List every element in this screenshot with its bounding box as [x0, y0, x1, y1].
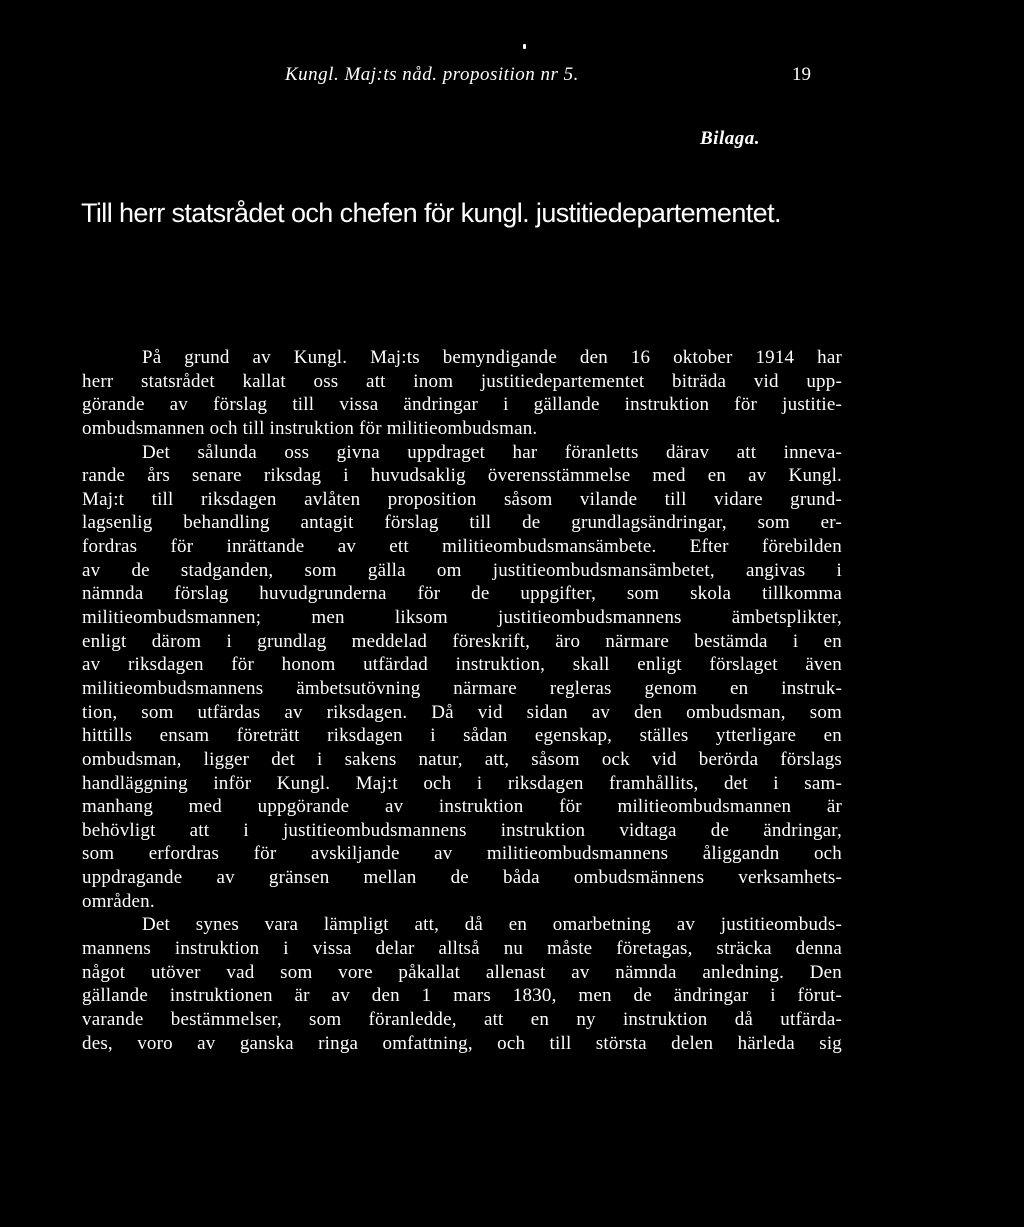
text-line: av de stadganden, som gälla om justitieombudsmansämbetet, angivas i	[82, 559, 842, 581]
text-line: behövligt att i justitieombudsmannens instruktion vidtaga de ändringar,	[82, 819, 842, 841]
text-line: nämnda förslag huvudgrunderna för de uppgifter, som skola tillkomma	[82, 583, 842, 605]
text-line: herr statsrådet kallat oss att inom justitiedepartementet biträda vid upp-	[82, 370, 842, 392]
text-line: militieombudsmannen; men liksom justitieombudsmannens ämbetsplikter,	[82, 607, 842, 629]
text-line: mannens instruktion i vissa delar alltså nu måste företagas, sträcka denna	[82, 938, 842, 960]
text-line: områden.	[82, 890, 155, 912]
text-line: militieombudsmannens ämbetsutövning närmare regleras genom en instruk-	[82, 677, 842, 699]
text-line: hittills ensam företrätt riksdagen i sådan egenskap, ställes ytterligare en	[82, 725, 842, 747]
text-line: Maj:t till riksdagen avlåten proposition såsom vilande till vidare grund-	[82, 488, 842, 510]
text-line: görande av förslag till vissa ändringar i gällande instruktion för justitie-	[82, 394, 842, 416]
text-line: fordras för inrättande av ett militieombudsmansämbete. Efter förebilden	[82, 536, 842, 558]
letter-heading: Till herr statsrådet och chefen för kungl. justitiedepartementet.	[81, 198, 781, 228]
text-line: Det sålunda oss givna uppdraget har föranletts därav att inneva-	[142, 441, 842, 463]
text-line: av riksdagen för honom utfärdad instruktion, skall enligt förslaget även	[82, 654, 842, 676]
text-line: uppdragande av gränsen mellan de båda ombudsmännens verksamhets-	[82, 867, 842, 889]
page-number: 19	[792, 64, 811, 85]
text-line: ombudsman, ligger det i sakens natur, att, såsom ock vid berörda förslags	[82, 748, 842, 770]
text-line: handläggning inför Kungl. Maj:t och i riksdagen framhållits, det i sam-	[82, 772, 842, 794]
text-line: Det synes vara lämpligt att, då en omarbetning av justitieombuds-	[142, 914, 842, 936]
text-line: enligt därom i grundlag meddelad föreskrift, äro närmare bestämda i en	[82, 630, 842, 652]
text-line: manhang med uppgörande av instruktion för militieombudsmannen är	[82, 796, 842, 818]
running-title: Kungl. Maj:ts nåd. proposition nr 5.	[285, 64, 579, 85]
body-text	[82, 346, 842, 1055]
text-line: På grund av Kungl. Maj:ts bemyndigande den 16 oktober 1914 har	[142, 347, 842, 368]
page-header	[0, 64, 1024, 92]
appendix-label: Bilaga.	[700, 128, 760, 149]
text-line: rande års senare riksdag i huvudsaklig överensstämmelse med en av Kungl.	[82, 465, 842, 487]
text-line: gällande instruktionen är av den 1 mars 1830, men de ändringar i förut-	[82, 985, 842, 1007]
text-line: som erfordras för avskiljande av militieombudsmannens åliggandn och	[82, 843, 842, 865]
ink-speck	[523, 44, 526, 49]
text-line: ombudsmannen och till instruktion för militieombudsman.	[82, 417, 538, 439]
text-line: varande bestämmelser, som föranledde, att en ny instruktion då utfärda-	[82, 1008, 842, 1030]
text-line: tion, som utfärdas av riksdagen. Då vid sidan av den ombudsman, som	[82, 701, 842, 723]
text-line: des, voro av ganska ringa omfattning, och till största delen härleda sig	[82, 1032, 842, 1054]
text-line: något utöver vad som vore påkallat allenast av nämnda anledning. Den	[82, 961, 842, 983]
text-line: lagsenlig behandling antagit förslag till de grundlagsändringar, som er-	[82, 512, 842, 534]
